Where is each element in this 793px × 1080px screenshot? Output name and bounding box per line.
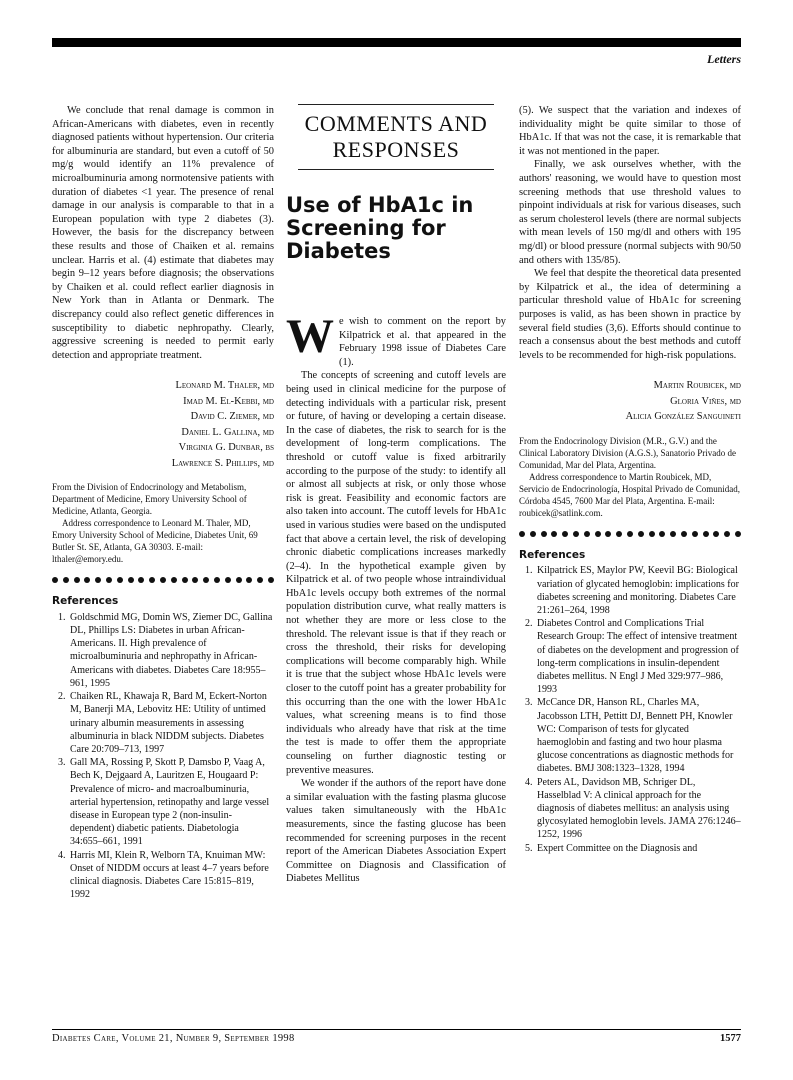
reference-item: 4. Harris MI, Klein R, Welborn TA, Knuiman MW: Onset of NIDDM occurs at least 4–7 years before clinical diagnosis. Diabetes Care 15:815–819, 1992 xyxy=(68,849,274,902)
dot-separator xyxy=(519,531,741,537)
heading-rule-bottom xyxy=(298,169,494,170)
reference-item: 3. Gall MA, Rossing P, Skott P, Damsbo P, Vaag A, Bech K, Dejgaard A, Lauritzen E, Hougaard P: Prevalence of micro- and macroalbuminuria, arterial hypertension, retinopathy and large vessel disease in European type 2 (non-insulin-dependent) diabetic patients. Diabetologia 34:655–661, 1991 xyxy=(68,756,274,848)
author-name: Leonard M. Thaler, md xyxy=(175,380,274,392)
body-paragraph: We conclude that renal damage is common in African-Americans with diabetes, even in recently diagnosed patients without hypertension. Our criteria for albuminuria are standard, but even a cutoff of 50 mg/g would identify an 11% prevalence of microalbuminuria among normotensive patients with duration of diabetes <1 year. The presence of renal damage in our analysis is comparable to that in a European population with type 2 diabetes (3). However, the basis for the discrepancy between these results and those of Chaiken et al. remains unclear. Harris et al. (4) estimate that diabetes may begin 9–12 years before diagnosis; the observations by Chaiken et al. could reflect earlier diagnosis in New York than in Atlanta or Denmark. The discrepancy could also reflect genetic differences in susceptibility to diabetic nephropathy. Clearly, aggressive screening is needed to permit early detection and appropriate treatment. xyxy=(52,105,274,361)
affiliation-text: From the Endocrinology Division (M.R., G.V.) and the Clinical Laboratory Division (A.G.S.), Sanatorio Privado de Comunidad, Mar del Plata, Argentina. xyxy=(519,435,736,470)
body-paragraph: (5). We suspect that the variation and indexes of individuality might be quite similar to those of HbA1c. If that was not the case, it is remarkable that it was not mentioned in the paper. xyxy=(519,105,741,157)
page-number: 1577 xyxy=(720,1033,741,1044)
column-middle xyxy=(286,104,506,886)
reference-item: 2. Diabetes Control and Complications Trial Research Group: The effect of intensive treatment of diabetes on the development and progression of long-term complications in insulin-dependent diabetes mellitus. N Engl J Med 329:977–986, 1993 xyxy=(535,617,741,696)
column-right xyxy=(519,104,741,855)
opening-text: e wish to comment on the report by Kilpatrick et al. that appeared in the February 1998 issue of Diabetes Care (1). xyxy=(339,316,506,368)
top-rule-bar xyxy=(52,38,741,47)
reference-item: 1. Goldschmid MG, Domin WS, Ziemer DC, Gallina DL, Phillips LS: Diabetes in urban African-Americans. II. High prevalence of microalbuminuria and nephropathy in African-Americans with diabetes. Diabetes Care 18:955–961, 1995 xyxy=(68,611,274,690)
heading-rule-top xyxy=(298,104,494,105)
correspondence-text: Address correspondence to Leonard M. Thaler, MD, Emory University School of Medicine, Diabetes Unit, 69 Butler St. SE, Atlanta, GA 30303. E-mail: lthaler@emory.edu. xyxy=(52,518,258,565)
body-paragraph: We wonder if the authors of the report have done a similar evaluation with the fasting plasma glucose values taken simultaneously with the HbA1c measurements, since the fasting glucose has been recommended for screening purposes in the recent report of the American Diabetes Association Expert Committee on Diagnosis and Classification of Diabetes Mellitus xyxy=(286,778,506,885)
body-paragraph: The concepts of screening and cutoff levels are being used in clinical medicine for the purpose of detecting individuals with a particular risk, present or future, of having or developing a certain disease. In the case of diabetes, the risk to search for is the development of long-term complications. The threshold or cutoff value is fixed arbitrarily according to the purpose of the study: to identify all or almost all subjects at risk, or only those whose risk is great. Feasibility and economic factors are also taken into account. The cutoff levels for HbA1c used in various studies were based on the undisputed fact that above a certain level, the risk of developing chronic diabetic complications increases markedly (2–4). In the hypothetical example given by Kilpatrick et al. of two people whose intraindividual HbA1c levels occupy both extremes of the normal population distribution curve, what really matters is not whether they are more or less close to the threshold. The relevant issue is that if they reach or cross the threshold, their risks for developing complications will become comparably high. While it is true that the subject whose HbA1c levels were closer to the cutoff point has a greater probability for this occurring than the one with the lower HbA1c values, what screening means is to find those individuals who already have that risk at the time the test is made to offer them the appropriate counseling on further diagnostic testing or preventive measures. xyxy=(286,370,506,776)
author-name: Alicia González Sanguineti xyxy=(625,411,741,423)
references-heading: References xyxy=(52,595,119,608)
author-name: David C. Ziemer, md xyxy=(190,411,274,423)
reference-item: 2. Chaiken RL, Khawaja R, Bard M, Eckert-Norton M, Banerji MA, Lebovitz HE: Utility of untimed urinary albumin measurements in assessing albuminuria in black NIDDM subjects. Diabetes Care 20:709–713, 1997 xyxy=(68,690,274,756)
section-heading: COMMENTS AND RESPONSES xyxy=(304,111,488,162)
body-paragraph: We feel that despite the theoretical data presented by Kilpatrick et al., the idea of determining a particular threshold value of HbA1c for screening purposes is valid, as has been shown in practice by several field studies (3,6). Efforts should continue to reach a consensus about the best methods and cutoff levels to be recommended for high-risk populations. xyxy=(519,268,741,361)
reference-list xyxy=(519,564,741,854)
author-name: Lawrence S. Phillips, md xyxy=(171,457,274,469)
author-name: Gloria Viñes, md xyxy=(670,395,741,407)
author-list xyxy=(519,378,741,425)
author-list xyxy=(52,378,274,471)
opening-paragraph xyxy=(286,310,506,369)
reference-item: 4. Peters AL, Davidson MB, Schriger DL, Hasselblad V: A clinical approach for the diagnosis of diabetes mellitus: an analysis using glycosylated hemoglobin levels. JAMA 276:1246–1252, 1996 xyxy=(535,776,741,842)
reference-list xyxy=(52,611,274,901)
affiliation-text: From the Division of Endocrinology and Metabolism, Department of Medicine, Emory University School of Medicine, Atlanta, Georgia. xyxy=(52,482,247,517)
section-label: Letters xyxy=(707,52,741,66)
author-name: Imad M. El-Kebbi, md xyxy=(183,395,274,407)
body-paragraph: Finally, we ask ourselves whether, with the authors' reasoning, we would have to question most screening methods that use threshold values to pinpoint individuals at risk for various diseases, such as serum cholesterol levels (there are normal subjects with mean levels of 150 mg/dl and others with 195 mg/dl) or blood pressure (normal subjects with 90/50 and others with 135/85). xyxy=(519,159,741,266)
author-name: Martin Roubicek, md xyxy=(653,380,741,392)
reference-item: 3. McCance DR, Hanson RL, Charles MA, Jacobsson LTH, Pettitt DJ, Bennett PH, Knowler WC: Comparison of tests for glycated haemoglobin and fasting and two hour plasma glucose concentrations as diagnostic methods for diabetes. BMJ 308:1323–1328, 1994 xyxy=(535,696,741,775)
column-left xyxy=(52,104,274,901)
article-title: Use of HbA1c in Screening for Diabetes xyxy=(286,193,474,263)
footer-rule xyxy=(52,1029,741,1030)
drop-cap: W xyxy=(286,310,334,363)
section-heading-box xyxy=(286,104,506,170)
author-name: Virginia G. Dunbar, bs xyxy=(178,442,274,454)
reference-item: 1. Kilpatrick ES, Maylor PW, Keevil BG: Biological variation of glycated hemoglobin: implications for diabetes screening and monitoring. Diabetes Care 21:261–264, 1998 xyxy=(535,564,741,617)
journal-citation: Diabetes Care, Volume 21, Number 9, September 1998 xyxy=(52,1033,295,1044)
correspondence-text: Address correspondence to Martin Roubicek, MD, Servicio de Endocrinología, Hospital Privado de Comunidad, Córdoba 4545, 7600 Mar del Plata, Argentina. E-mail: roubicek@satlink.com. xyxy=(519,471,740,518)
affiliation-block xyxy=(519,435,741,519)
dot-separator xyxy=(52,577,274,583)
reference-item: 5. Expert Committee on the Diagnosis and xyxy=(535,842,741,855)
author-name: Daniel L. Gallina, md xyxy=(181,426,274,438)
references-heading: References xyxy=(519,548,586,561)
affiliation-block xyxy=(52,481,274,565)
